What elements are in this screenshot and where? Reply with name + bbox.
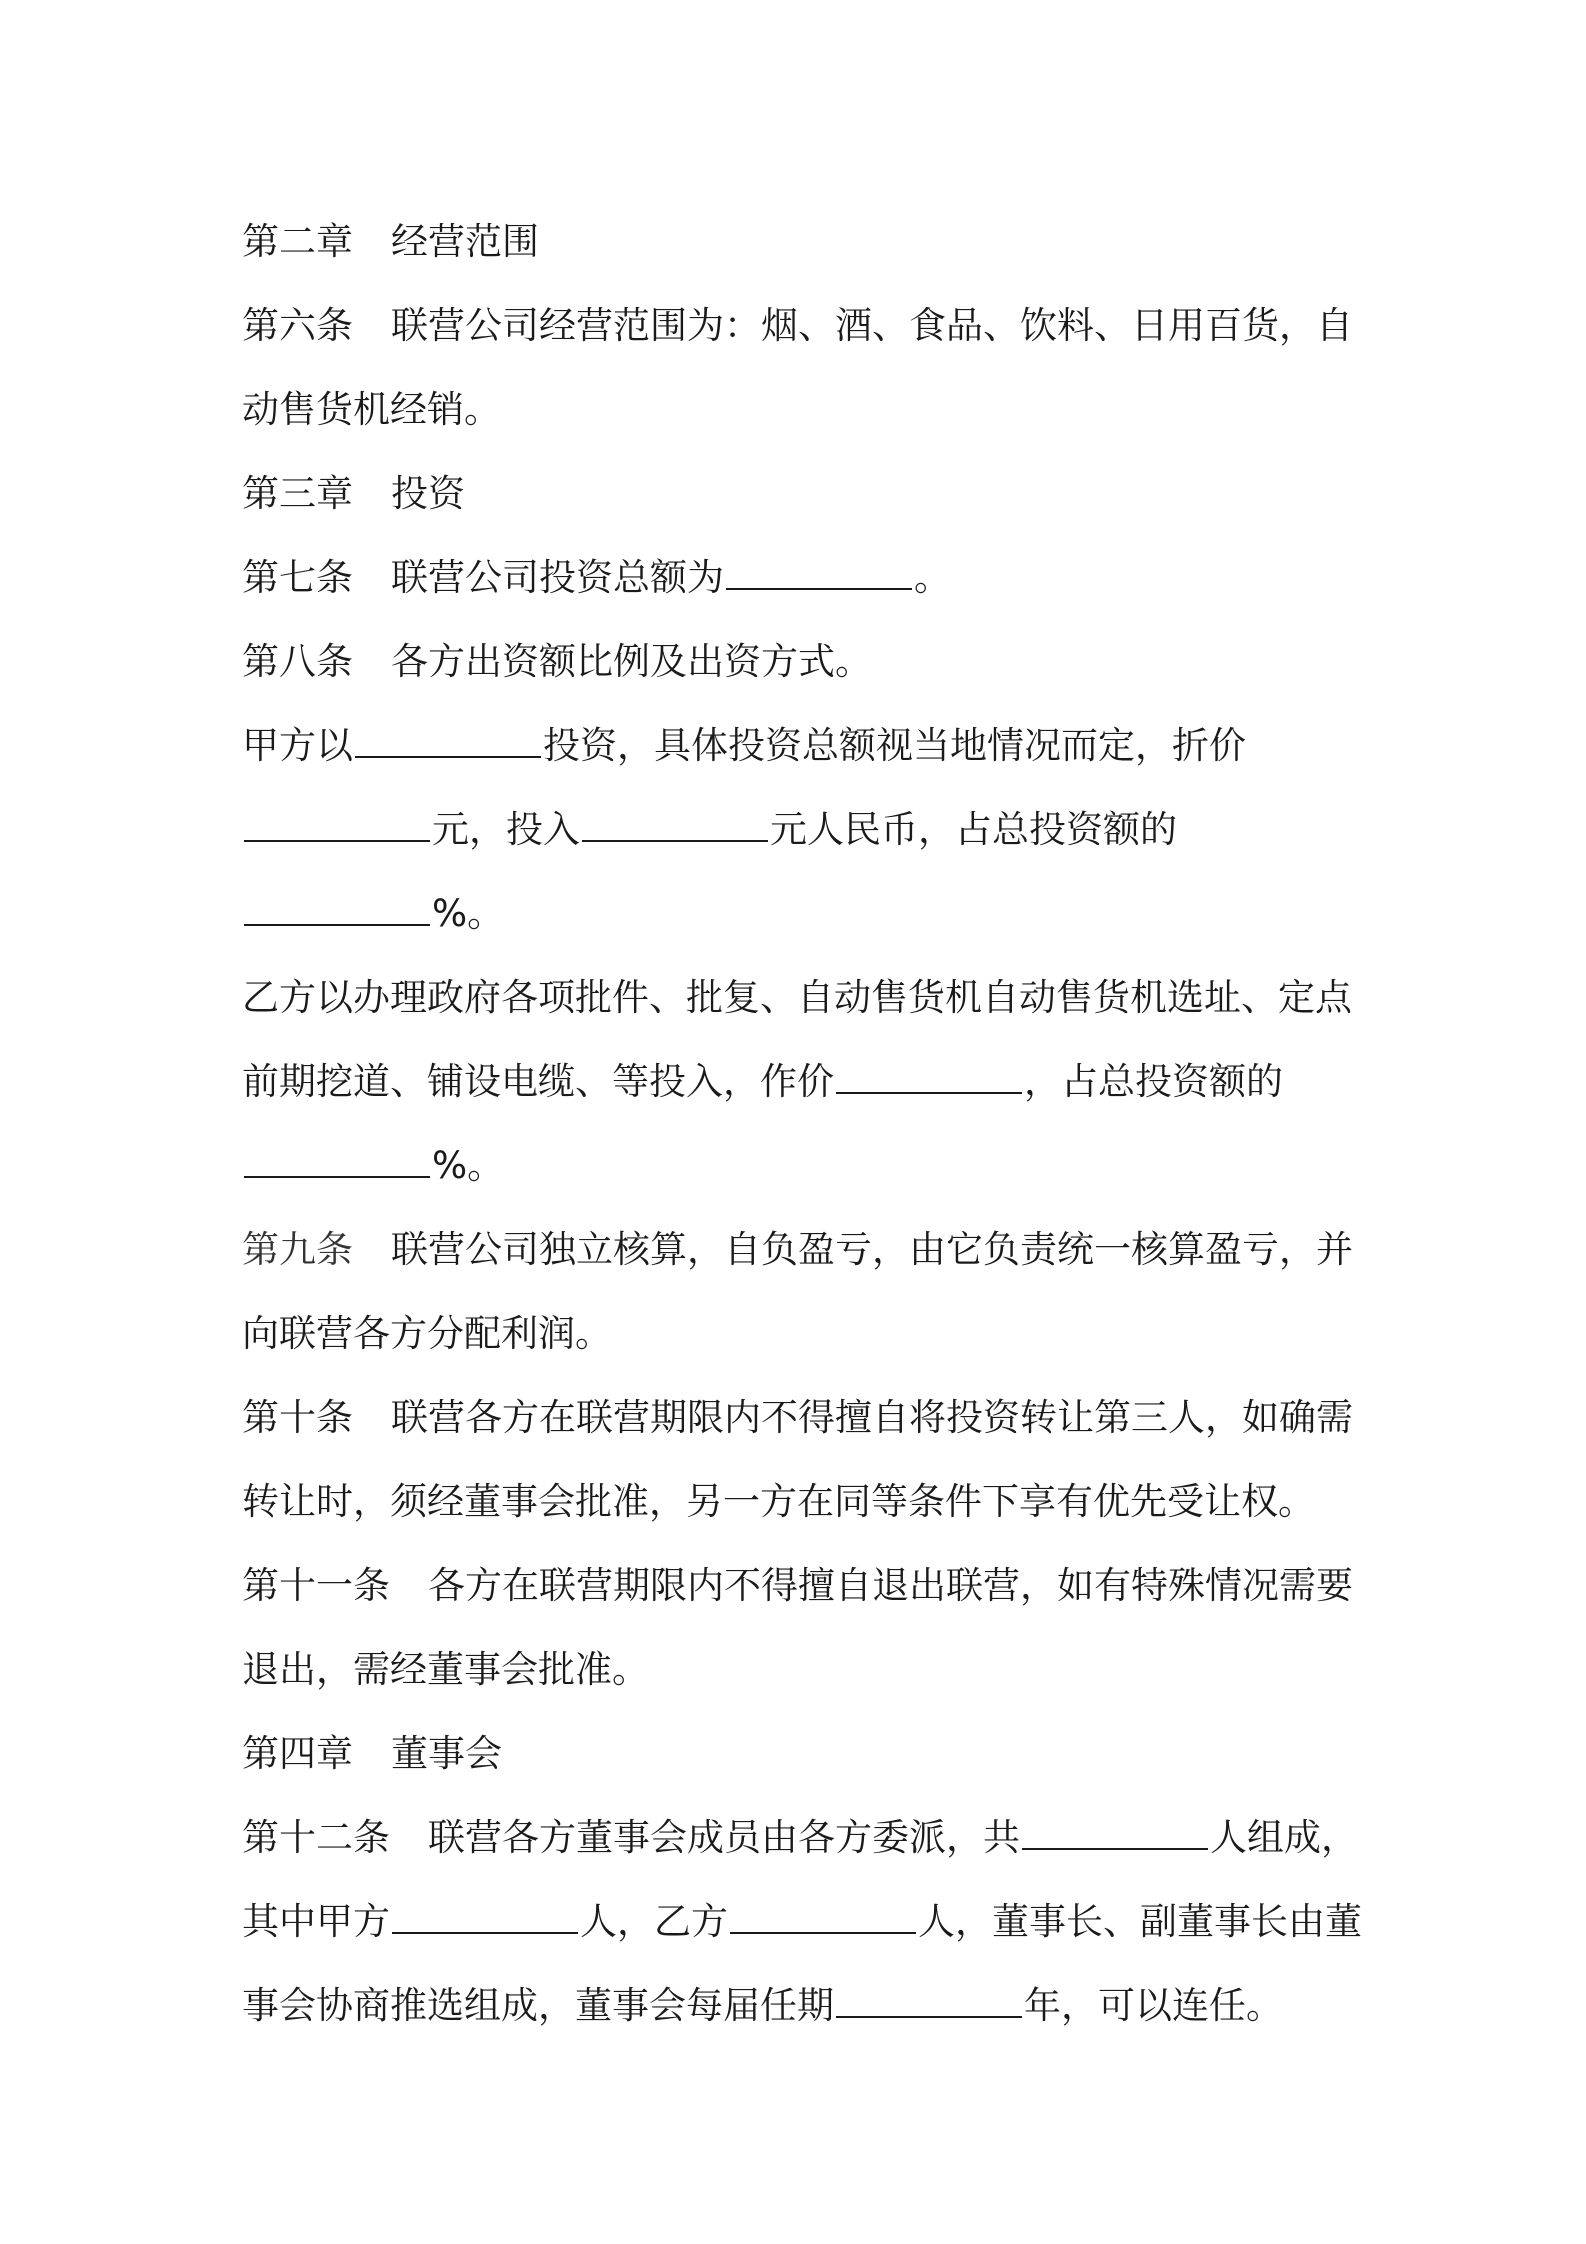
party-a-text: 元人民币，占总投资额的	[770, 808, 1177, 851]
chapter-title: 董事会	[391, 1732, 502, 1775]
article-line	[242, 1796, 1362, 1880]
fill-in-blank[interactable]	[244, 810, 430, 842]
fill-in-blank[interactable]	[836, 1062, 1022, 1094]
fill-in-blank[interactable]	[730, 1902, 916, 1934]
article-label: 第十二条	[242, 1816, 390, 1859]
chapter-label: 第四章	[242, 1732, 353, 1775]
fill-in-blank[interactable]	[244, 1146, 430, 1178]
party-a-text: 投资，具体投资总额视当地情况而定，折价	[543, 724, 1246, 767]
article-text: 年，可以连任。	[1024, 1984, 1283, 2027]
article-text: 各方在联营期限内不得擅自退出联营，如有特殊情况需要	[428, 1564, 1353, 1607]
party-b-line	[242, 1040, 1362, 1124]
party-b-text: 前期挖道、铺设电缆、等投入，作价	[242, 1060, 834, 1103]
article-text: 转让时，须经董事会批准，另一方在同等条件下享有优先受让权。	[242, 1480, 1315, 1523]
article-text: 联营公司独立核算，自负盈亏，由它负责统一核算盈亏，并	[391, 1228, 1353, 1271]
article-line	[242, 1880, 1362, 1964]
fill-in-blank[interactable]	[726, 558, 912, 590]
article-label: 第七条	[242, 556, 353, 599]
party-b-line	[242, 1124, 1362, 1208]
article-text: 联营各方在联营期限内不得擅自将投资转让第三人，如确需	[391, 1396, 1353, 1439]
chapter-title: 经营范围	[391, 220, 539, 263]
article-text: 退出，需经董事会批准。	[242, 1648, 649, 1691]
article-line	[242, 1460, 1362, 1544]
party-b-line	[242, 956, 1362, 1040]
fill-in-blank[interactable]	[1022, 1818, 1208, 1850]
party-b-text: ，占总投资额的	[1024, 1060, 1283, 1103]
article-label: 第九条	[242, 1228, 353, 1271]
article-text: 联营各方董事会成员由各方委派，共	[428, 1816, 1020, 1859]
chapter-heading	[242, 1712, 1362, 1796]
article-text: 其中甲方	[242, 1900, 390, 1943]
article-label: 第八条	[242, 640, 353, 683]
article-line	[242, 284, 1362, 368]
fill-in-blank[interactable]	[244, 894, 430, 926]
chapter-heading	[242, 200, 1362, 284]
article-line	[242, 368, 1362, 452]
article-text: 联营公司投资总额为	[391, 556, 724, 599]
article-line	[242, 1544, 1362, 1628]
chapter-heading	[242, 452, 1362, 536]
party-b-text: %。	[432, 1144, 505, 1187]
article-line	[242, 1292, 1362, 1376]
article-label: 第六条	[242, 304, 353, 347]
article-line	[242, 620, 1362, 704]
party-a-text: %。	[432, 892, 505, 935]
article-line	[242, 1628, 1362, 1712]
party-a-line	[242, 704, 1362, 788]
article-text: 人，乙方	[580, 1900, 728, 1943]
party-a-text: 甲方以	[242, 724, 353, 767]
chapter-title: 投资	[391, 472, 465, 515]
article-line	[242, 1208, 1362, 1292]
chapter-label: 第二章	[242, 220, 353, 263]
article-text: 各方出资额比例及出资方式。	[391, 640, 872, 683]
party-a-text: 元，投入	[432, 808, 580, 851]
article-line	[242, 1376, 1362, 1460]
party-b-text: 乙方以办理政府各项批件、批复、自动售货机自动售货机选址、定点	[242, 976, 1352, 1019]
article-text: 向联营各方分配利润。	[242, 1312, 612, 1355]
fill-in-blank[interactable]	[392, 1902, 578, 1934]
article-label: 第十条	[242, 1396, 353, 1439]
article-text: 动售货机经销。	[242, 388, 501, 431]
party-a-line	[242, 872, 1362, 956]
fill-in-blank[interactable]	[836, 1986, 1022, 2018]
fill-in-blank[interactable]	[582, 810, 768, 842]
article-text: 人，董事长、副董事长由董	[918, 1900, 1362, 1943]
chapter-label: 第三章	[242, 472, 353, 515]
party-a-line	[242, 788, 1362, 872]
article-text: 。	[914, 556, 951, 599]
article-label: 第十一条	[242, 1564, 390, 1607]
article-text: 联营公司经营范围为：烟、酒、食品、饮料、日用百货，自	[391, 304, 1353, 347]
article-text: 事会协商推选组成，董事会每届任期	[242, 1984, 834, 2027]
document-body	[242, 200, 1362, 2048]
article-text: 人组成，	[1210, 1816, 1358, 1859]
article-line	[242, 536, 1362, 620]
fill-in-blank[interactable]	[355, 726, 541, 758]
article-line	[242, 1964, 1362, 2048]
